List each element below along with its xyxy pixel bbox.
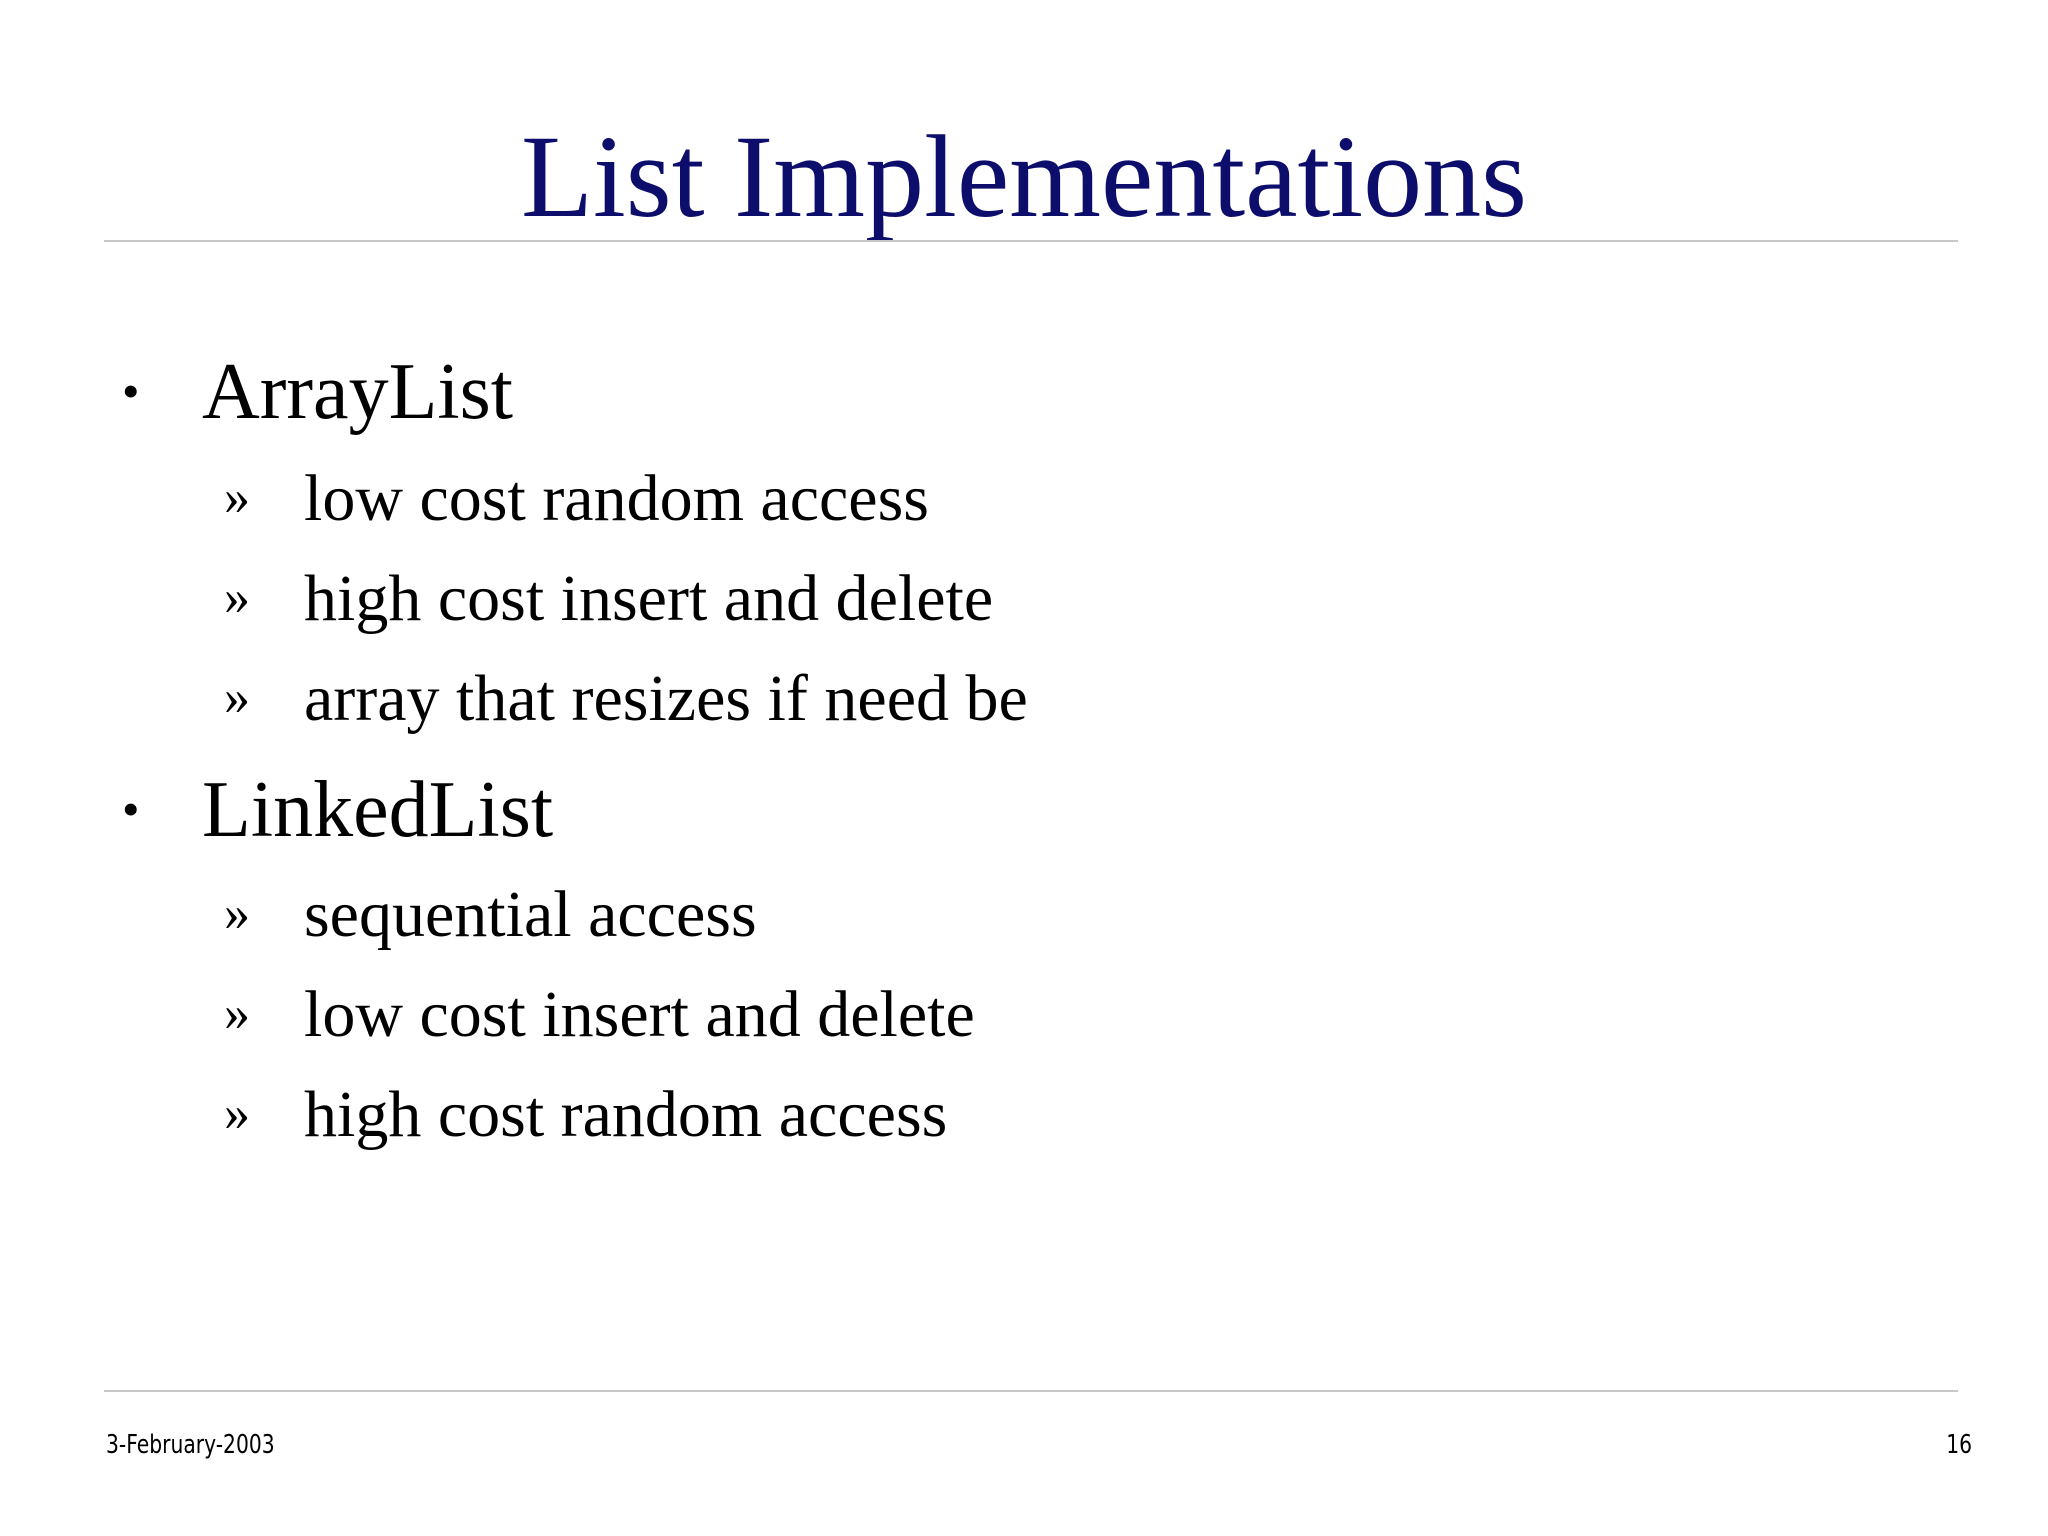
bullet-dot-icon: • [122,781,140,837]
sub-item-text: high cost random access [304,1078,948,1151]
footer-date: 3-February-2003 [106,1430,275,1460]
chevron-double-right-icon: » [224,569,250,626]
chevron-double-right-icon: » [224,469,250,526]
bullet-dot-icon: • [122,363,140,419]
sub-item-text: low cost random access [304,462,929,535]
chevron-double-right-icon: » [224,985,250,1042]
sub-item-text: sequential access [304,878,757,951]
chevron-double-right-icon: » [224,669,250,726]
slide-number: 16 [1946,1430,1972,1460]
bullet-label: LinkedList [202,766,554,854]
footer-divider [104,1390,1958,1392]
title-divider [104,240,1958,242]
sub-item-text: array that resizes if need be [304,662,1028,735]
slide-title: List Implementations [520,111,1528,242]
chevron-double-right-icon: » [224,885,250,942]
bullet-label: ArrayList [202,348,514,436]
sub-item-text: low cost insert and delete [304,978,975,1051]
sub-item-text: high cost insert and delete [304,562,994,635]
chevron-double-right-icon: » [224,1085,250,1142]
